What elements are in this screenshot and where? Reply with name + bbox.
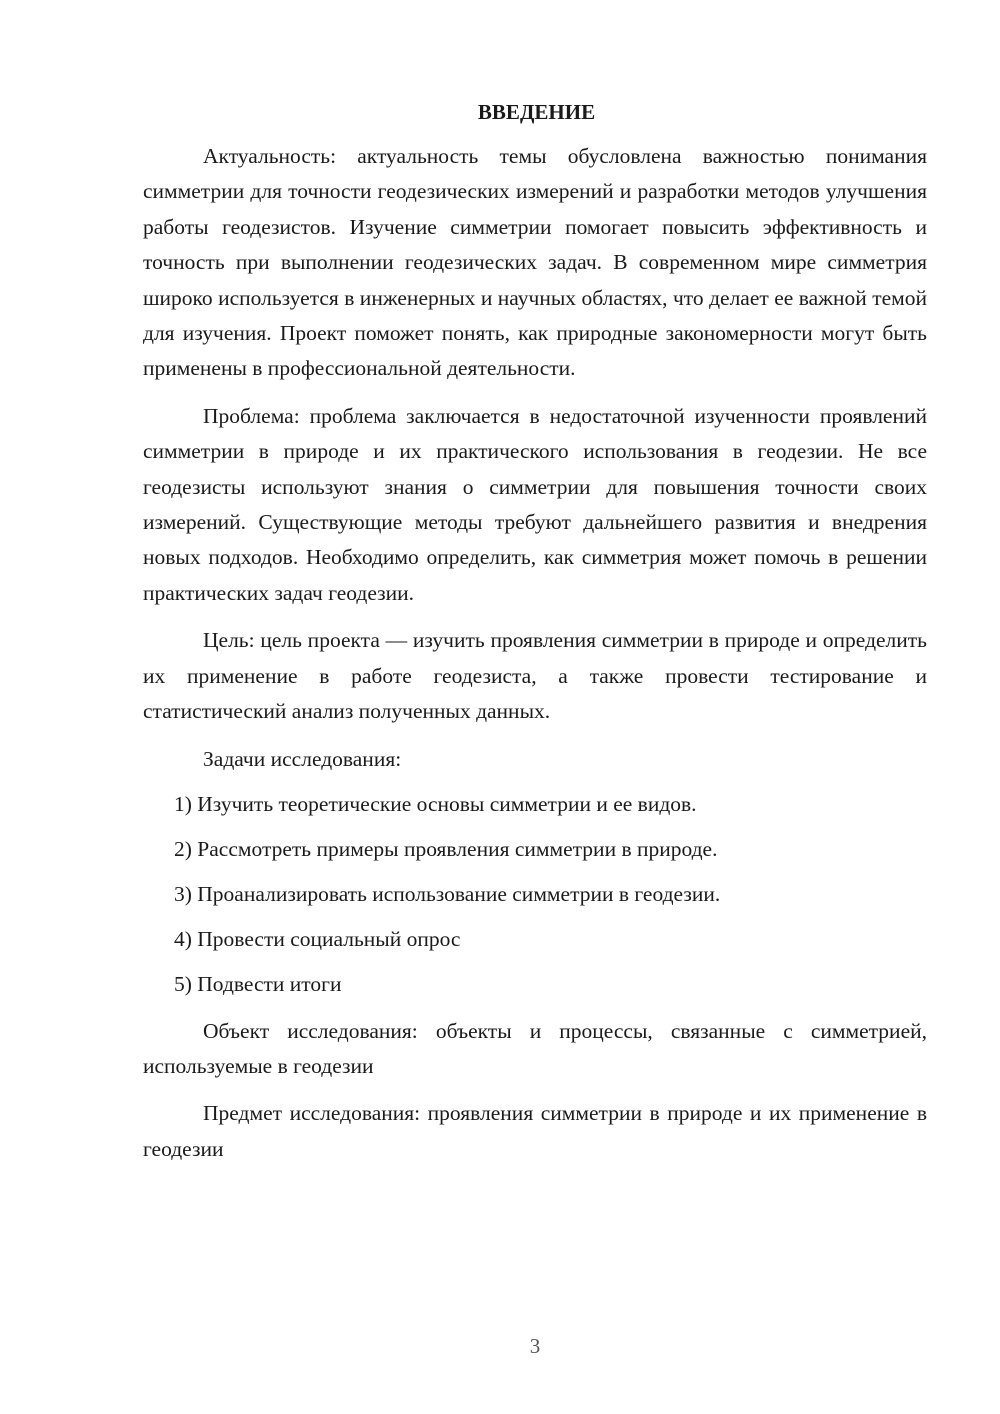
paragraph-object: Объект исследования: объекты и процессы, связанные с симметрией, используемые в геодезии xyxy=(143,1018,927,1078)
section-heading: ВВЕДЕНИЕ xyxy=(477,100,596,124)
paragraph-subject: Предмет исследования: проявления симметрии в природе и их применение в геодезии xyxy=(143,1101,927,1161)
task-item: 4) Провести социальный опрос xyxy=(174,926,461,951)
paragraph-relevance: Актуальность: актуальность темы обусловлена важностью понимания симметрии для точности геодезических измерений и разработки методов улучшения работы геодезистов. Изучение симметрии помогает повысить эффективность и точность при выполнении геодезических задач. В современном мире симметрия широко используется в инженерных и научных областях, что делает ее важной темой для изучения. Проект поможет понять, как природные закономерности могут быть применены в профессиональной деятельности. xyxy=(143,144,927,381)
page-number: 3 xyxy=(529,1334,541,1358)
task-item: 2) Рассмотреть примеры проявления симметрии в природе. xyxy=(174,836,718,861)
tasks-heading: Задачи исследования: xyxy=(203,746,402,771)
paragraph-goal: Цель: цель проекта — изучить проявления симметрии в природе и определить их применение в работе геодезиста, а также провести тестирование и статистический анализ полученных данных. xyxy=(143,628,927,724)
task-item: 3) Проанализировать использование симметрии в геодезии. xyxy=(174,881,721,906)
page-content xyxy=(143,97,927,1167)
task-item: 5) Подвести итоги xyxy=(174,971,342,996)
task-item: 1) Изучить теоретические основы симметрии и ее видов. xyxy=(174,791,697,816)
paragraph-problem: Проблема: проблема заключается в недостаточной изученности проявлений симметрии в природе и их практического использования в геодезии. Не все геодезисты используют знания о симметрии для повышения точности своих измерений. Существующие методы требуют дальнейшего развития и внедрения новых подходов. Необходимо определить, как симметрия может помочь в решении практических задач геодезии. xyxy=(143,403,927,605)
